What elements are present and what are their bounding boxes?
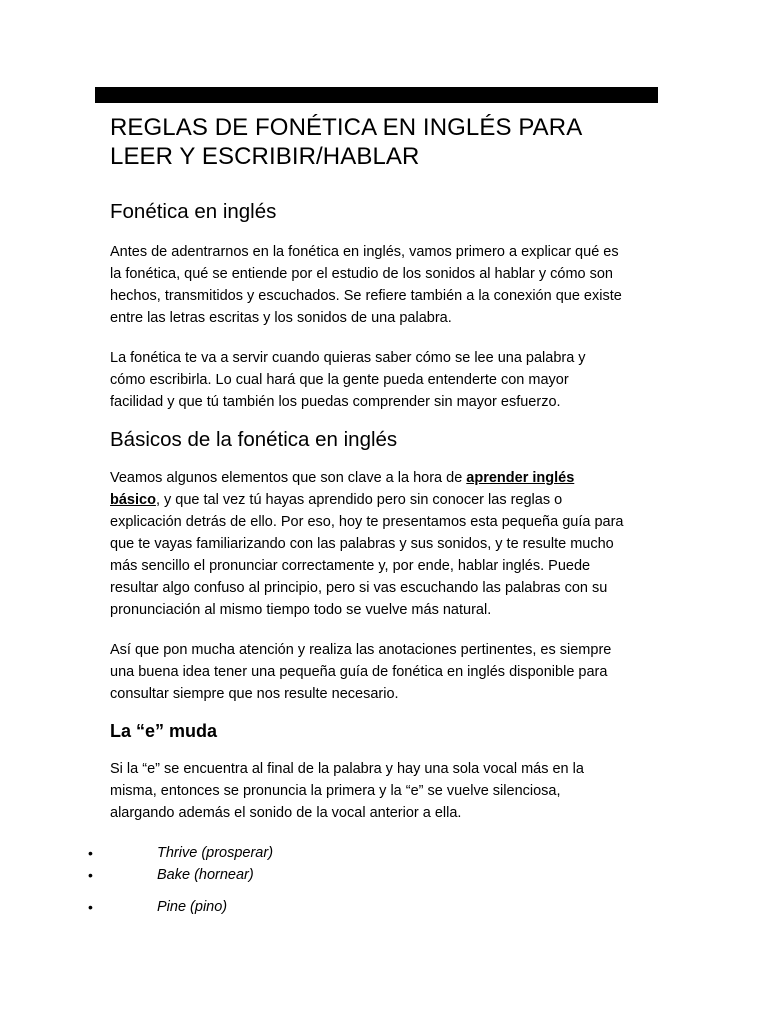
list-item bbox=[0, 864, 400, 886]
text-line: la fonética, qué se entiende por el estudio de los sonidos al hablar y cómo son bbox=[110, 266, 613, 282]
text-line: cómo escribirla. Lo cual hará que la gente pueda entenderte con mayor bbox=[110, 372, 569, 388]
bullet-marker: • bbox=[88, 845, 93, 861]
text-line: explicación detrás de ello. Por eso, hoy te presentamos esta pequeña guía para bbox=[110, 514, 624, 530]
text-line: entre las letras escritas y los sonidos de una palabra. bbox=[110, 310, 452, 326]
text-line: La fonética te va a servir cuando quieras saber cómo se lee una palabra y bbox=[110, 350, 586, 366]
aprender-ingles-basico-link-cont[interactable]: básico bbox=[110, 492, 156, 508]
text-line-with-link bbox=[110, 489, 670, 511]
text-line: más sencillo el pronunciar correctamente y, por ende, hablar inglés. Puede bbox=[110, 558, 591, 574]
paragraph-2 bbox=[110, 347, 670, 413]
list-item-text: Pine (pino) bbox=[157, 899, 228, 915]
title-line-2: LEER Y ESCRIBIR/HABLAR bbox=[110, 143, 420, 170]
list-item-text: Thrive (prosperar) bbox=[157, 845, 274, 861]
text-line: alargando además el sonido de la vocal anterior a ella. bbox=[110, 805, 462, 821]
document-title bbox=[110, 113, 670, 171]
section-heading-fonetica: Fonética en inglés bbox=[110, 200, 277, 223]
title-line-1: REGLAS DE FONÉTICA EN INGLÉS PARA bbox=[110, 114, 583, 141]
bullet-marker: • bbox=[88, 899, 93, 915]
text-line: Antes de adentrarnos en la fonética en inglés, vamos primero a explicar qué es bbox=[110, 244, 619, 260]
section-heading-e-muda: La “e” muda bbox=[110, 721, 218, 741]
list-item bbox=[0, 842, 400, 864]
text-line: misma, entonces se pronuncia la primera y la “e” se vuelve silenciosa, bbox=[110, 783, 561, 799]
top-divider-bar bbox=[95, 87, 658, 103]
text-line-with-link bbox=[110, 467, 670, 489]
list-item bbox=[0, 896, 400, 918]
text-span: Veamos algunos elementos que son clave a la hora de bbox=[110, 470, 467, 486]
paragraph-3 bbox=[110, 467, 670, 621]
section-heading-basicos: Básicos de la fonética en inglés bbox=[110, 428, 398, 451]
bullet-marker: • bbox=[88, 867, 93, 883]
text-line: facilidad y que tú también los puedas comprender sin mayor esfuerzo. bbox=[110, 394, 561, 410]
text-line: resultar algo confuso al principio, pero si vas escuchando las palabras con su bbox=[110, 580, 608, 596]
text-line: Así que pon mucha atención y realiza las anotaciones pertinentes, es siempre bbox=[110, 642, 612, 658]
paragraph-1 bbox=[110, 241, 670, 329]
text-line: una buena idea tener una pequeña guía de fonética en inglés disponible para bbox=[110, 664, 608, 680]
paragraph-4 bbox=[110, 639, 670, 705]
text-line: Si la “e” se encuentra al final de la palabra y hay una sola vocal más en la bbox=[110, 761, 584, 777]
paragraph-5 bbox=[110, 758, 670, 824]
list-item-text: Bake (hornear) bbox=[157, 867, 254, 883]
text-line: pronunciación al mismo tiempo todo se vuelve más natural. bbox=[110, 602, 492, 618]
text-span: , y que tal vez tú hayas aprendido pero sin conocer las reglas o bbox=[155, 492, 563, 508]
text-line: consultar siempre que nos resulte necesario. bbox=[110, 686, 399, 702]
aprender-ingles-basico-link[interactable]: aprender inglés bbox=[466, 470, 575, 486]
text-line: hechos, transmitidos y escuchados. Se refiere también a la conexión que existe bbox=[110, 288, 622, 304]
text-line: que te vayas familiarizando con las palabras y sus sonidos, y te resulte mucho bbox=[110, 536, 614, 552]
